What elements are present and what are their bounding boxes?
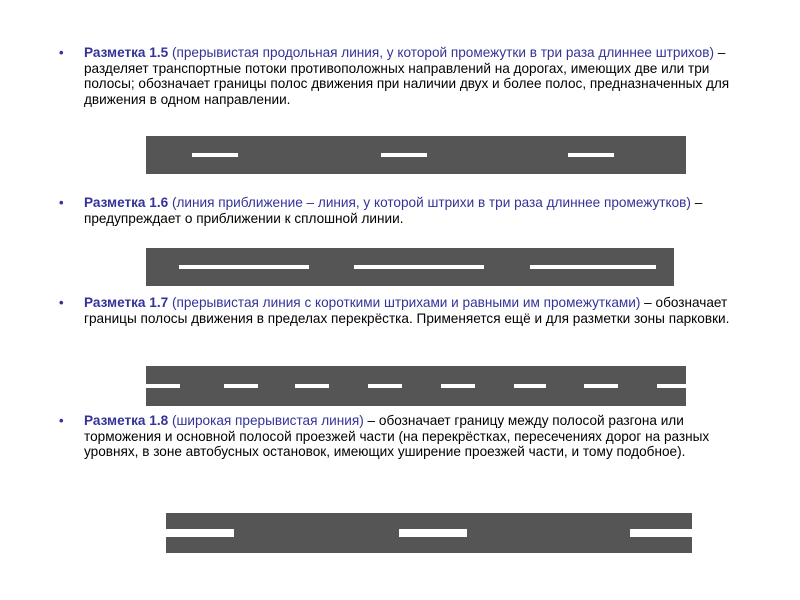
road-dash [166, 529, 234, 537]
road-marking-1-7-illustration [146, 366, 686, 406]
road-dash [630, 529, 692, 537]
road-dash [295, 384, 329, 388]
marking-1-7-title: Разметка 1.7 [84, 295, 169, 310]
marking-1-6-item [59, 195, 762, 226]
bullet-icon: • [59, 413, 64, 428]
road-dash [568, 153, 614, 157]
road-dash [514, 384, 546, 388]
marking-1-5-item [59, 45, 762, 107]
marking-1-7-definition: (прерывистая линия с короткими штрихами и равными им промежутками) [171, 295, 641, 310]
road-dash [354, 265, 484, 269]
marking-1-8-title: Разметка 1.8 [84, 413, 169, 428]
marking-1-5-definition: (прерывистая продольная линия, у которой промежутки в три раза длиннее штрихов) [171, 45, 714, 60]
road-dash [146, 384, 180, 388]
bullet-icon: • [59, 45, 64, 60]
marking-1-7-text [84, 295, 762, 326]
marking-1-6-title: Разметка 1.6 [84, 195, 169, 210]
bullet-icon: • [59, 295, 64, 310]
bullet-icon: • [59, 195, 64, 210]
marking-1-8-item [59, 413, 762, 460]
road-dash [381, 153, 427, 157]
road-marking-1-6-illustration [146, 248, 674, 286]
marking-1-7-description: – обозначает границы полосы движения в пределах перекрёстка. Применяется ещё и для разметки зоны парковки. [84, 295, 730, 326]
marking-1-6-description: – предупреждает о приближении к сплошной линии. [84, 195, 703, 226]
marking-1-6-text [84, 195, 762, 226]
road-dash [224, 384, 258, 388]
road-marking-1-8-illustration [166, 513, 692, 553]
road-dash [584, 384, 618, 388]
road-dash [441, 384, 475, 388]
marking-1-5-description: – разделяет транспортные потоки противоположных направлений на дорогах, имеющих две или три полосы; обозначает границы полос движения при наличии двух и более полос, предназначенных для движения в одном направлении. [84, 45, 730, 107]
road-dash [657, 384, 686, 388]
marking-1-5-text [84, 45, 762, 107]
road-dash [192, 153, 238, 157]
marking-1-5-title: Разметка 1.5 [84, 45, 169, 60]
marking-1-8-description: – обозначает границу между полосой разгона или торможения и основной полосой проезжей части (на перекрёстках, пересечениях дорог на разных уровнях, в зоне автобусных остановок, имеющих уширение проезжей части, и тому подобное). [84, 413, 710, 459]
marking-1-6-definition: (линия приближение – линия, у которой штрихи в три раза длиннее промежутков) [171, 195, 691, 210]
road-dash [399, 529, 467, 537]
road-marking-1-5-illustration [146, 136, 686, 174]
marking-1-8-text [84, 413, 762, 460]
marking-1-8-definition: (широкая прерывистая линия) [171, 413, 364, 428]
road-dash [368, 384, 402, 388]
marking-1-7-item [59, 295, 762, 326]
road-dash [530, 265, 656, 269]
road-dash [179, 265, 309, 269]
